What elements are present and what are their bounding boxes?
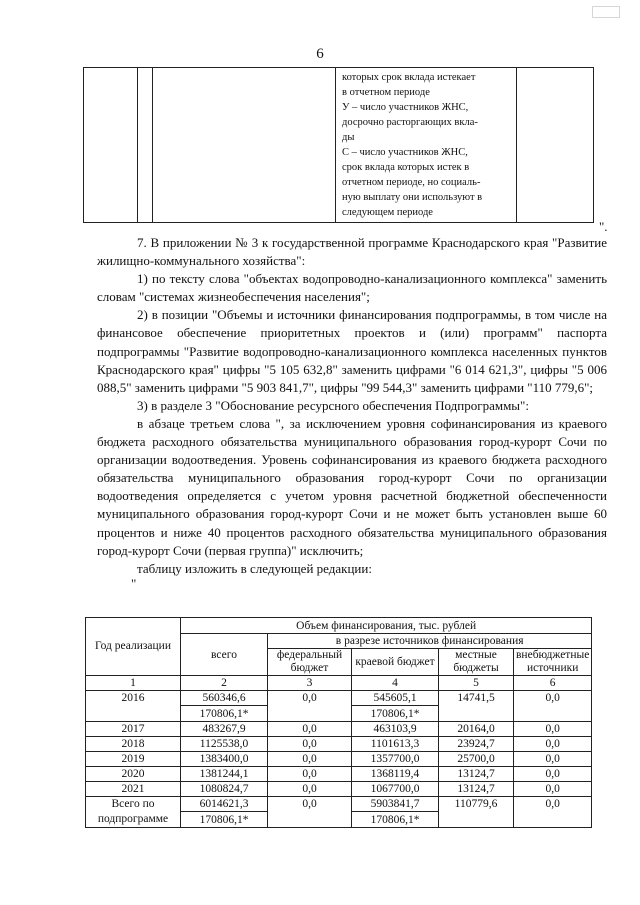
cell-regional: 1067700,0 (352, 782, 439, 797)
table-row (86, 767, 592, 782)
cell-total: 483267,9 (181, 722, 268, 737)
continuation-line: следующем периоде (342, 207, 433, 218)
cell-offbudget: 0,0 (514, 737, 592, 752)
cell-federal: 0,0 (268, 782, 352, 797)
continuation-cell-3 (153, 68, 336, 223)
paragraph-sub-2: 2) в позиции "Объемы и источники финансирования подпрограммы, в том числе на финансовое обеспечение приоритетных проектов и (или) программ" паспорта подпрограммы "Развитие водопроводно-канализационного комплекса населенных пунктов Краснодарского края" цифры "5 105 632,8" заменить цифрами "6 014 621,3", цифры "5 006 088,5" заменить цифрами "5 903 841,7", цифры "99 544,3" заменить цифрами "110 779,6"; (97, 307, 607, 395)
finance-table (85, 617, 592, 828)
continuation-cell-1 (84, 68, 138, 223)
page-number: 6 (316, 46, 324, 62)
continuation-line: досрочно расторгающих вкла- (342, 117, 478, 128)
column-number: 1 (86, 676, 181, 691)
continuation-line: У – число участников ЖНС, (342, 102, 469, 113)
header-total: всего (181, 634, 268, 676)
header-offbudget: внебюджетные источники (514, 649, 592, 676)
cell-local: 25700,0 (439, 752, 514, 767)
header-sources: в разрезе источников финансирования (268, 634, 592, 649)
continuation-line: срок вклада которых истек в (342, 162, 470, 173)
cell-regional: 1368119,4 (352, 767, 439, 782)
cell-local: 23924,7 (439, 737, 514, 752)
cell-total-priority: 170806,1* (181, 812, 268, 828)
continuation-line: которых срок вклада истекает (342, 72, 476, 83)
cell-local: 14741,5 (439, 691, 514, 722)
column-number: 3 (268, 676, 352, 691)
cell-offbudget: 0,0 (514, 767, 592, 782)
cell-year: 2020 (86, 767, 181, 782)
cell-regional: 463103,9 (352, 722, 439, 737)
cell-regional: 545605,1 (352, 691, 439, 706)
continuation-text-cell (336, 68, 517, 223)
cell-regional-priority: 170806,1* (352, 812, 439, 828)
table-open-quote: " (131, 575, 137, 591)
paragraph-sub-1: 1) по тексту слова "объектах водопроводно-канализационного комплекса" заменить словам "системах жизнеобеспечения населения"; (97, 271, 607, 305)
cell-total: 560346,6 (181, 691, 268, 706)
cell-federal: 0,0 (268, 737, 352, 752)
header-federal: федеральный бюджет (268, 649, 352, 676)
cell-local: 110779,6 (439, 797, 514, 828)
paragraph-sub-3: 3) в разделе 3 "Обоснование ресурсного обеспечения Подпрограммы": (137, 397, 529, 413)
table-row (86, 782, 592, 797)
cell-offbudget: 0,0 (514, 782, 592, 797)
cell-year: 2017 (86, 722, 181, 737)
cell-year: 2018 (86, 737, 181, 752)
cell-offbudget: 0,0 (514, 752, 592, 767)
cell-total: 6014621,3 (181, 797, 268, 812)
cell-federal: 0,0 (268, 752, 352, 767)
column-number: 6 (514, 676, 592, 691)
continuation-line: ды (342, 132, 355, 143)
table-row (86, 737, 592, 752)
column-number: 4 (352, 676, 439, 691)
table-row (86, 722, 592, 737)
continuation-cell-2 (138, 68, 153, 223)
cell-offbudget: 0,0 (514, 691, 592, 722)
cell-federal: 0,0 (268, 767, 352, 782)
cell-regional: 1101613,3 (352, 737, 439, 752)
cell-offbudget: 0,0 (514, 797, 592, 828)
table-row (86, 752, 592, 767)
cell-total: 1381244,1 (181, 767, 268, 782)
cell-regional: 1357700,0 (352, 752, 439, 767)
paragraph-item-7: 7. В приложении № 3 к государственной программе Краснодарского края "Развитие жилищно-коммунального хозяйства": (97, 235, 607, 269)
cell-offbudget: 0,0 (514, 722, 592, 737)
continuation-table (83, 67, 594, 223)
cell-year: 2016 (86, 691, 181, 722)
scan-artifact (592, 6, 620, 18)
paragraph-abzac: в абзаце третьем слова ", за исключением уровня софинансирования из краевого бюджета расходного обязательства муниципального образования город-курорт Сочи по организации водоотведения. Уровень софинансирования из краевого бюджета расходного обязательства муниципального образования город-курорт Сочи по организации водоотведения определяется с учетом уровня расчетной бюджетной обеспеченности муниципального образования город-курорт Сочи и не может быть установлен выше 60 процентов и ниже 40 процентов расходного обязательства муниципального образования город-курорт Сочи (первая группа)" исключить; (97, 415, 607, 558)
header-financing-volume: Объем финансирования, тыс. рублей (181, 618, 592, 634)
cell-total-label: Всего по подпрограмме (86, 797, 181, 828)
continuation-line: в отчетном периоде (342, 87, 430, 98)
cell-total: 1383400,0 (181, 752, 268, 767)
header-regional: краевой бюджет (352, 649, 439, 676)
continuation-line: С – число участников ЖНС, (342, 147, 468, 158)
closing-quote: ". (599, 219, 608, 234)
cell-local: 20164,0 (439, 722, 514, 737)
cell-year: 2021 (86, 782, 181, 797)
cell-year: 2019 (86, 752, 181, 767)
cell-local: 13124,7 (439, 767, 514, 782)
column-number: 5 (439, 676, 514, 691)
cell-local: 13124,7 (439, 782, 514, 797)
column-number: 2 (181, 676, 268, 691)
header-year: Год реализации (86, 618, 181, 676)
cell-regional-priority: 170806,1* (352, 706, 439, 722)
cell-total-priority: 170806,1* (181, 706, 268, 722)
body-text (97, 234, 607, 590)
cell-federal: 0,0 (268, 722, 352, 737)
continuation-cell-5 (517, 68, 594, 223)
cell-federal: 0,0 (268, 797, 352, 828)
table-row (86, 691, 592, 706)
cell-total: 1125538,0 (181, 737, 268, 752)
cell-regional: 5903841,7 (352, 797, 439, 812)
continuation-line: ную выплату они используют в (342, 192, 483, 203)
cell-total: 1080824,7 (181, 782, 268, 797)
paragraph-table-intro: таблицу изложить в следующей редакции: (137, 560, 372, 576)
table-total-row (86, 797, 592, 812)
cell-federal: 0,0 (268, 691, 352, 722)
header-local: местные бюджеты (439, 649, 514, 676)
continuation-line: отчетном периоде, но социаль- (342, 177, 481, 188)
